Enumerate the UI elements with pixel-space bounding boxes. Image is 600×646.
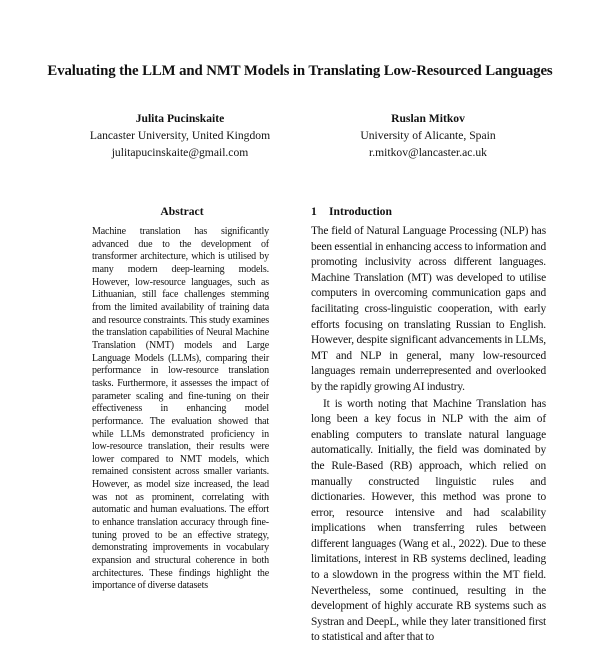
author-block-2 [308, 110, 548, 161]
paragraph: It is worth noting that Machine Translation has long been a key focus in NLP with the aim of enabling computers to translate natural language automatically. Initially, the field was dominated by the Rule-Based (RB) approach, which relied on manually constructed linguistic rules and dictionaries. However, this method was prone to error, resource intensive and had scalability implications when transferring rules between different languages (Wang et al., 2022). Due to these limitations, interest in RB systems declined, leading to a slowdown in the progress within the MT field. Nevertheless, some continued, resulting in the development of highly accurate RB systems such as Systran and DeepL, while they later transitioned first to statistical and after that to [311, 397, 546, 644]
abstract-text: Machine translation has significantly advanced due to the development of transformer architecture, which is utilised by many modern deep-learning models. However, low-resource languages, such as Lithuanian, still face challenges stemming from the limited availability of training data and resource constraints. This study examines the translation capabilities of Neural Machine Translation (NMT) models and Large Language Models (LLMs), comparing their performance in low-resource translation tasks. Furthermore, it assesses the impact of parameter scaling and fine-tuning on their effectiveness in enhancing model performance. The evaluation showed that while LLMs demonstrated proficiency in low-resource translation, their results were lower compared to NMT models, which remained consistent across smaller variants. However, as model size increased, the lead was not as prominent, correlating with automatic and human evaluations. The effort to enhance translation accuracy through fine-tuning proved to be an effective strategy, demonstrating improvements in vocabulary expansion and structural coherence in both architectures. These findings highlight the importance of diverse datasets [92, 226, 269, 592]
author-name: Julita Pucinskaite [135, 112, 225, 125]
author-block-1 [60, 110, 300, 161]
author-affiliation: Lancaster University, United Kingdom [89, 129, 271, 142]
section-number: 1 [311, 205, 317, 218]
section-title: Introduction [329, 205, 392, 218]
abstract-heading: Abstract [160, 205, 204, 218]
paragraph: The field of Natural Language Processing (NLP) has been essential in enhancing access to information and promoting inclusivity across different languages. Machine Translation (MT) was developed to utilise computers in overcoming communication gaps and facilitating cross-linguistic cooperation, with early efforts focusing on translating Russian to English. However, despite significant advancements in LLMs, MT and NLP in general, many low-resourced languages remain underrepresented and overlooked by the rapidly growing AI industry. [311, 225, 546, 393]
section-heading-introduction [311, 205, 392, 218]
author-name: Ruslan Mitkov [391, 112, 465, 125]
author-email: julitapucinskaite@gmail.com [111, 146, 249, 159]
author-affiliation: University of Alicante, Spain [360, 129, 496, 142]
author-email: r.mitkov@lancaster.ac.uk [369, 146, 487, 159]
paper-title: Evaluating the LLM and NMT Models in Translating Low-Resourced Languages [47, 63, 553, 79]
introduction-body [311, 224, 546, 646]
